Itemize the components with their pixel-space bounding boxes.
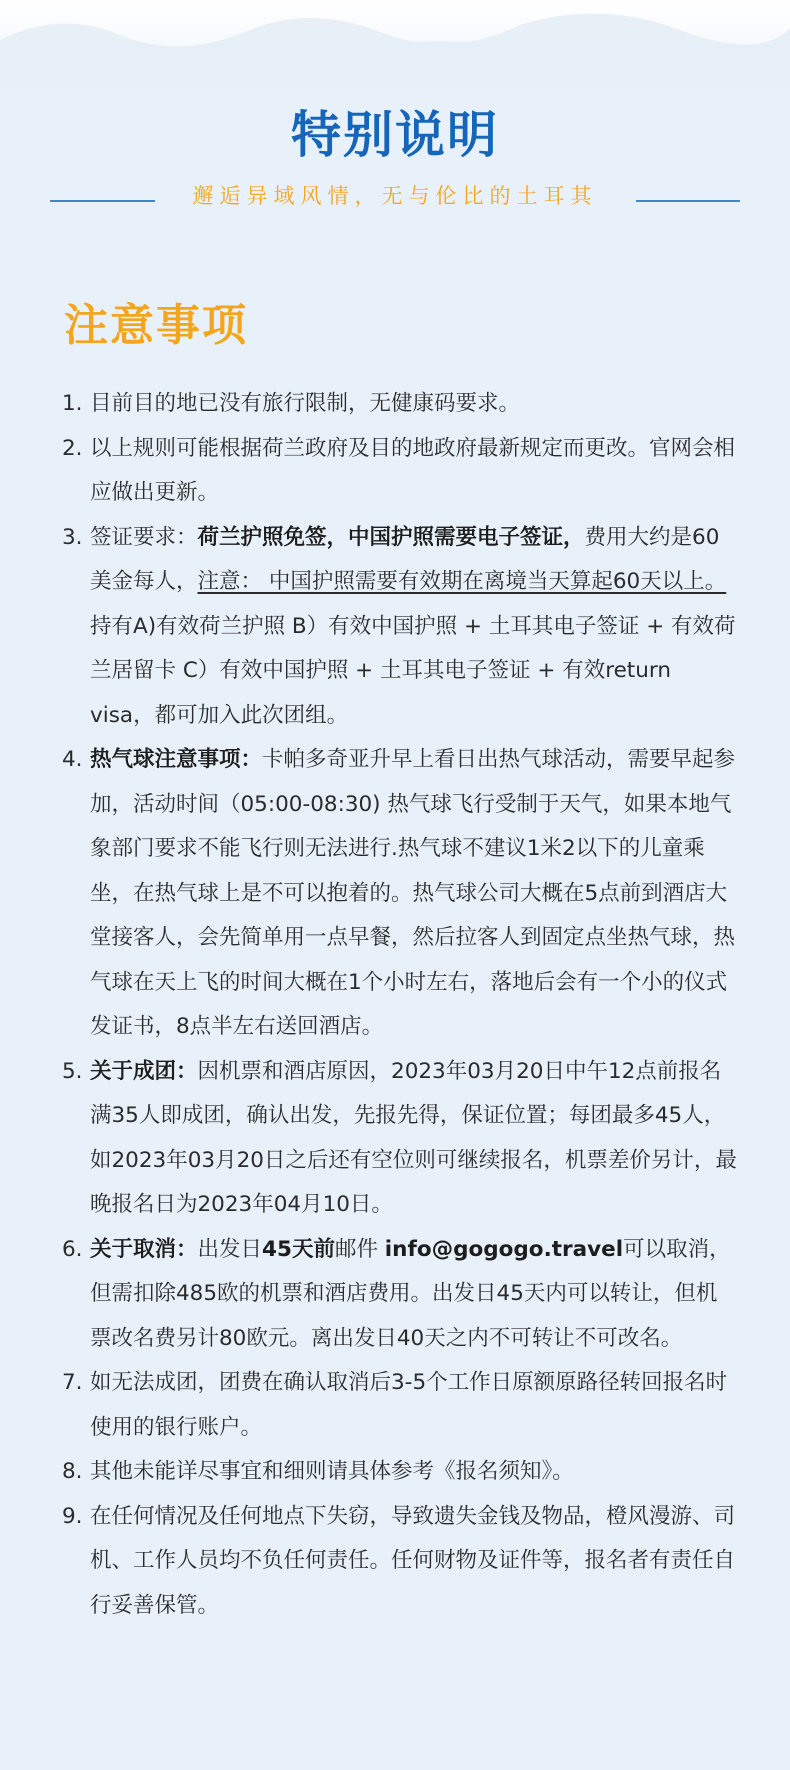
item-number: 7. (62, 1370, 83, 1395)
list-item (58, 516, 738, 739)
item-text: 在任何情况及任何地点下失窃，导致遗失金钱及物品，橙风漫游、司机、工作人员均不负任何责任。任何财物及证件等，报名者有责任自行妥善保管。 (90, 1503, 736, 1618)
header (0, 100, 790, 170)
list-item (58, 1450, 738, 1495)
list-item (58, 738, 738, 1050)
item-number: 2. (62, 435, 83, 461)
list-item (58, 382, 738, 427)
item-number: 6. (62, 1236, 83, 1262)
item-text: 持有A)有效荷兰护照 B）有效中国护照 + 土耳其电子签证 + 有效荷兰居留卡 C）有效中国护照 + 土耳其电子签证 + 有效return visa，都可加入此次团组。 (90, 613, 736, 728)
item-text: 卡帕多奇亚升早上看日出热气球活动，需要早起参加，活动时间（05:00-08:30) 热气球飞行受制于天气，如果本地气象部门要求不能飞行则无法进行.热气球不建议1米2以下的儿童乘坐，在热气球上是不可以抱着的。热气球公司大概在5点前到酒店大堂接客人，会先简单用一点早餐，然后拉客人到固定点坐热气球，热气球在天上飞的时间大概在1个小时左右，落地后会有一个小的仪式发证书，8点半左右送回酒店。 (90, 747, 736, 1039)
item-prefix: 签证要求： (90, 524, 198, 550)
mountain-silhouette-icon (0, 0, 790, 90)
subtitle-divider-left (50, 200, 155, 202)
item-text: 邮件 (334, 1236, 385, 1262)
item-bold-text: 关于成团： (90, 1058, 198, 1084)
item-text: 费用大约是60美金每人， (90, 524, 720, 594)
item-underline-text: 注意： 中国护照需要有效期在离境当天算起60天以上。 (197, 569, 727, 594)
page-title: 特别说明 (291, 106, 499, 164)
item-text: 以上规则可能根据荷兰政府及目的地政府最新规定而更改。官网会相应做出更新。 (90, 435, 736, 505)
list-item (58, 1228, 738, 1362)
item-bold-text: 45天前 (262, 1236, 335, 1262)
list-item (58, 1495, 738, 1629)
list-item (58, 427, 738, 516)
item-number: 5. (62, 1058, 83, 1084)
email-address: info@gogogo.travel (384, 1236, 624, 1262)
item-bold-text: 荷兰护照免签，中国护照需要电子签证， (197, 524, 585, 550)
item-number: 3. (62, 524, 83, 550)
item-bold-text: 热气球注意事项： (90, 747, 263, 772)
subtitle: 邂逅异域风情，无与伦比的土耳其 (192, 184, 598, 208)
item-text: 如无法成团，团费在确认取消后3-5个工作日原额原路径转回报名时使用的银行账户。 (90, 1370, 728, 1440)
subtitle-divider-right (636, 200, 740, 202)
item-number: 1. (62, 391, 83, 416)
item-text: 可以取消，但需扣除485欧的机票和酒店费用。出发日45天内可以转让，但机票改名费另计80欧元。离出发日40天之内不可转让不可改名。 (90, 1236, 731, 1351)
item-number: 8. (62, 1459, 83, 1484)
decorative-header-band (0, 0, 790, 90)
item-text: 目前目的地已没有旅行限制，无健康码要求。 (90, 391, 521, 416)
item-number: 4. (62, 747, 83, 772)
list-item (58, 1361, 738, 1450)
list-item (58, 1050, 738, 1228)
item-text: 其他未能详尽事宜和细则请具体参考《报名须知》。 (90, 1459, 574, 1484)
notes-list (58, 382, 738, 1628)
item-text: 因机票和酒店原因，2023年03月20日中午12点前报名满35人即成团，确认出发，先报先得，保证位置；每团最多45人，如2023年03月20日之后还有空位则可继续报名，机票差价另计，最晚报名日为2023年04月10日。 (90, 1058, 737, 1217)
item-number: 9. (62, 1503, 83, 1529)
item-bold-text: 关于取消： (90, 1236, 198, 1262)
section-title: 注意事项 (64, 300, 248, 351)
item-text: 出发日 (197, 1236, 263, 1262)
subtitle-row (0, 180, 790, 210)
